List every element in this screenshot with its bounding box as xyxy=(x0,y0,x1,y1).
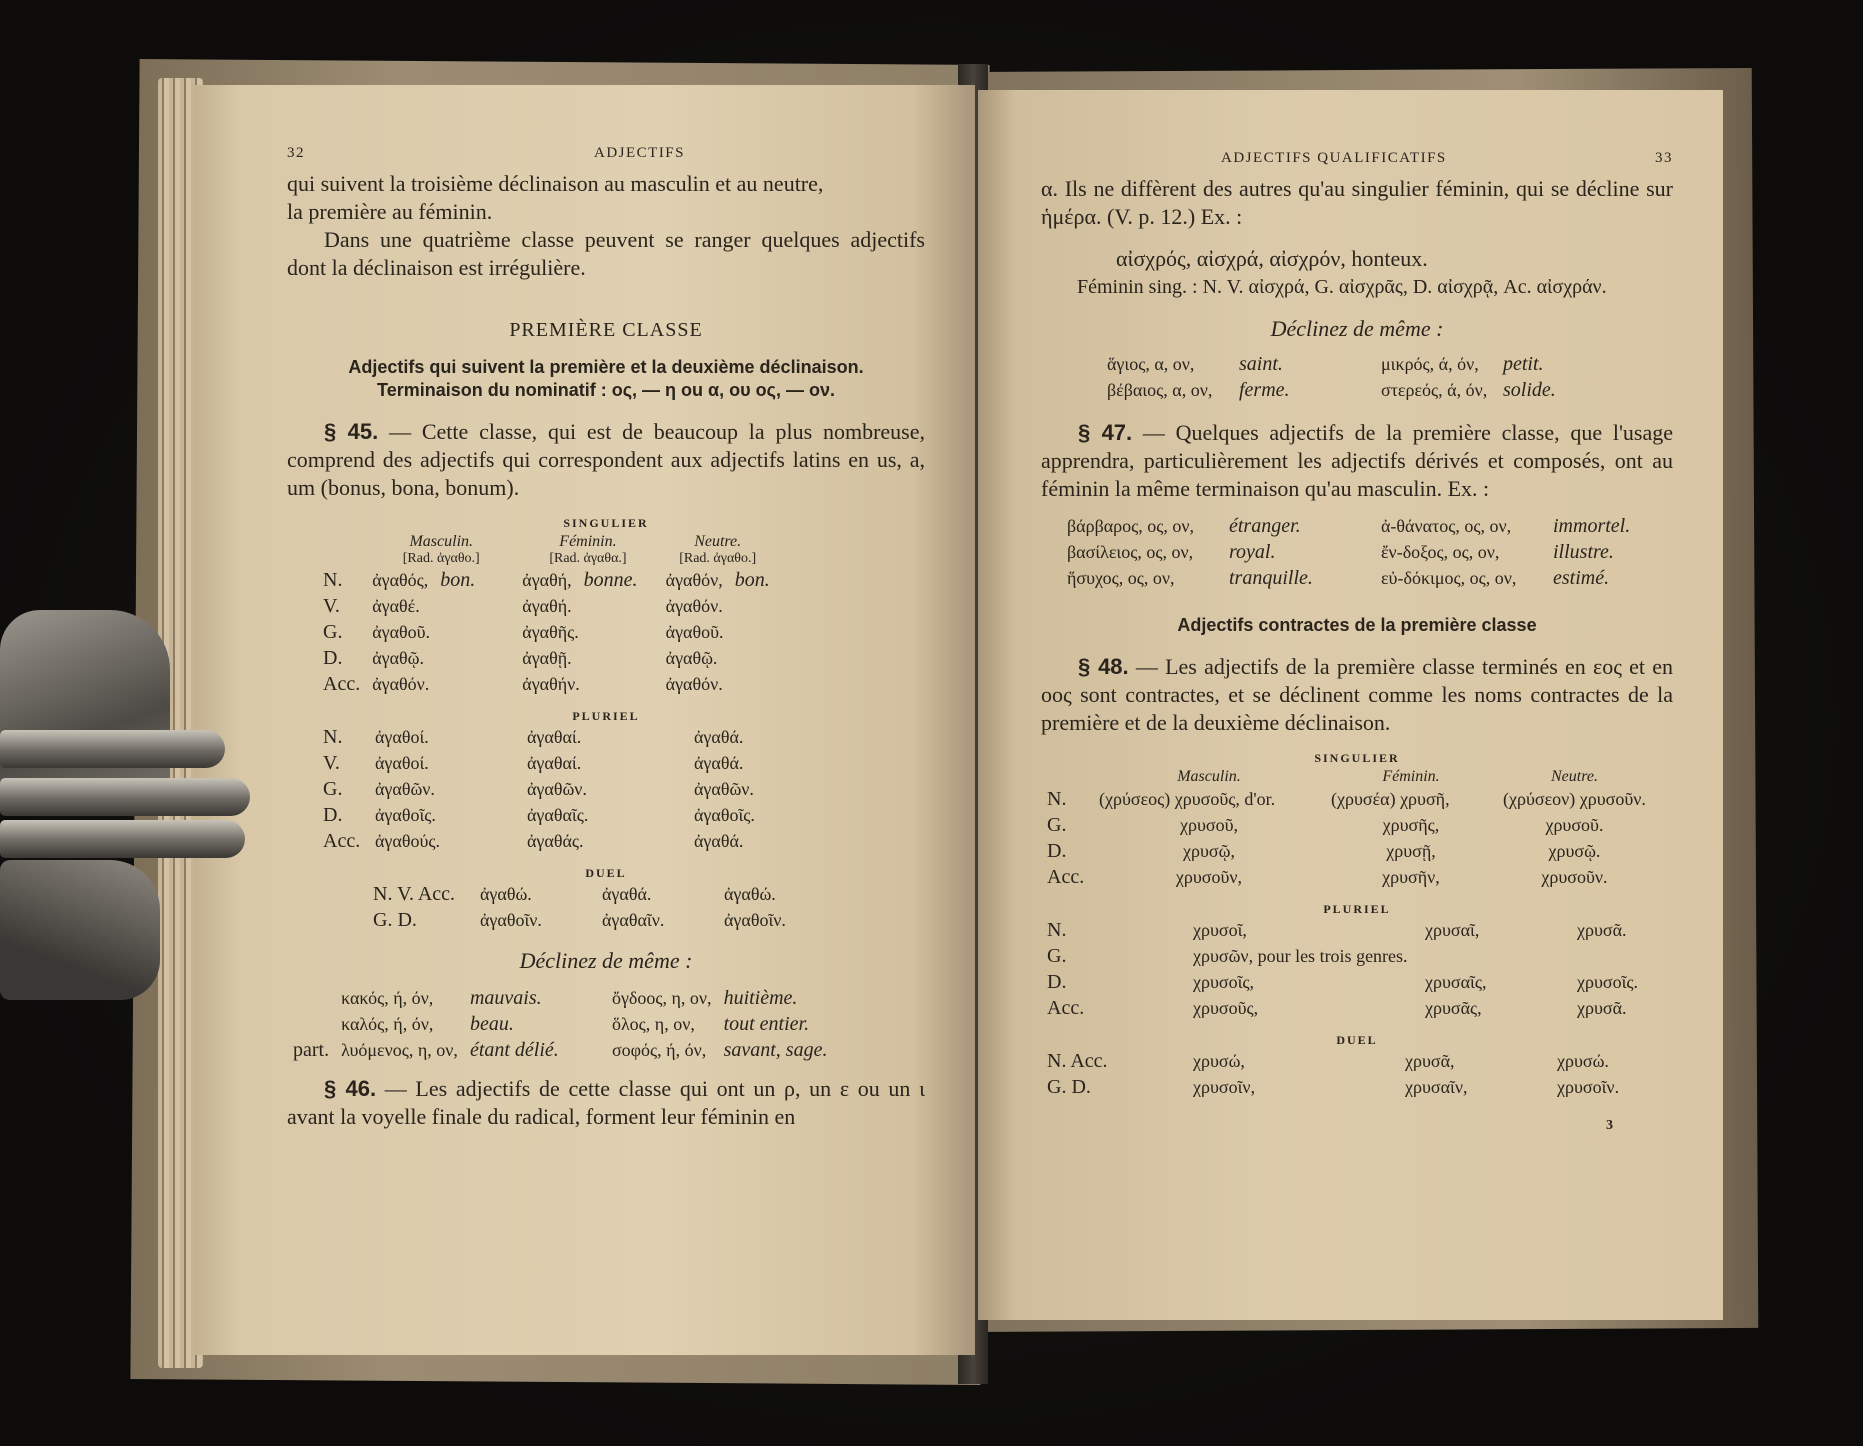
table-row xyxy=(317,828,761,854)
section-title: PREMIÈRE CLASSE xyxy=(509,319,703,341)
case-label: D. xyxy=(1047,971,1067,993)
table-row xyxy=(1101,377,1562,403)
page-number: 32 xyxy=(287,145,305,161)
declinez-heading: Déclinez de même : xyxy=(1270,316,1444,341)
form: ἀγαθοῖς. xyxy=(694,805,755,825)
left-running-head xyxy=(287,145,925,162)
case-label: V. xyxy=(323,752,340,774)
form: χρυσαῖν, xyxy=(1405,1077,1468,1097)
contract-title: Adjectifs contractes de la première classe xyxy=(1177,615,1537,635)
table-row xyxy=(287,985,833,1011)
singular-label: SINGULIER xyxy=(563,516,649,530)
table-row xyxy=(1041,1048,1625,1074)
form: ἀγαθοῖς. xyxy=(375,805,436,825)
table-row xyxy=(317,776,761,802)
form: χρυσώ, xyxy=(1193,1051,1245,1071)
paragraph-text: — Les adjectifs de la première classe terminés en εος et en οος sont contractes, et se déclinent comme les noms contractes de la première et de la deuxième déclinaison. xyxy=(1041,654,1673,735)
form: χρυσοῖς, xyxy=(1193,972,1255,992)
examples-table xyxy=(1101,351,1562,403)
form: ἀγαθόν. xyxy=(372,674,430,694)
form: χρυσῷ. xyxy=(1548,841,1601,861)
form: (χρυσέα) χρυσῆ, xyxy=(1331,789,1450,809)
form: ἀγαθά. xyxy=(694,727,744,747)
gloss: illustre. xyxy=(1553,541,1614,563)
form: χρυσοῦ, xyxy=(1180,815,1238,835)
paragraph-number: § 46. xyxy=(324,1076,377,1101)
radical: [Rad. ἀγαθο.] xyxy=(402,551,480,566)
form: χρυσοῦ. xyxy=(1545,815,1604,835)
table-row xyxy=(287,1011,833,1037)
contract-singular-table xyxy=(1041,768,1652,890)
gloss: royal. xyxy=(1229,541,1276,563)
table-row xyxy=(317,619,776,645)
form: ἀγαθούς. xyxy=(375,831,440,851)
paragraph-number: § 47. xyxy=(1078,420,1133,445)
table-row xyxy=(367,881,792,907)
form: ἀγαθόν. xyxy=(665,674,723,694)
declinez-heading: Déclinez de même : xyxy=(519,948,693,973)
gloss: saint. xyxy=(1239,353,1283,375)
form: ἀγαθῶν. xyxy=(375,779,435,799)
col-header: Neutre. xyxy=(1550,768,1598,785)
case-label: N. xyxy=(1047,788,1067,810)
example-line: αἰσχρός, αἰσχρά, αἰσχρόν, honteux. xyxy=(1116,246,1428,271)
form: καλός, ή, όν, xyxy=(341,1014,434,1034)
examples-table xyxy=(287,985,833,1063)
form: στερεός, ά, όν, xyxy=(1381,380,1488,400)
col-header: Masculin. xyxy=(1177,768,1241,785)
gloss: savant, sage. xyxy=(723,1039,828,1061)
form: ἀγαθαῖς. xyxy=(527,805,589,825)
form: χρυσώ. xyxy=(1557,1051,1609,1071)
form: χρυσοῖν. xyxy=(1557,1077,1620,1097)
plural-label: PLURIEL xyxy=(572,709,640,723)
case-label: G. xyxy=(323,621,343,643)
form: ἀγαθαί. xyxy=(527,753,582,773)
form: ἀγαθά. xyxy=(602,884,652,904)
form: χρυσοῖν, xyxy=(1193,1077,1256,1097)
table-row xyxy=(1041,1074,1625,1100)
form: ἅγιος, α, ον, xyxy=(1107,354,1195,374)
dual-table xyxy=(367,881,792,933)
table-row xyxy=(1041,786,1652,812)
form: ἀγαθάς. xyxy=(527,831,584,851)
table-row xyxy=(287,1037,833,1063)
form: χρυσᾶς, xyxy=(1425,998,1482,1018)
form: βέβαιος, α, ον, xyxy=(1107,380,1213,400)
gloss: étranger. xyxy=(1229,515,1301,537)
table-row xyxy=(1041,995,1644,1021)
paragraph-46 xyxy=(287,1075,925,1131)
plural-table xyxy=(317,724,761,854)
form: (χρύσεος) χρυσοῦς, d'or. xyxy=(1099,789,1276,809)
left-page xyxy=(195,85,975,1355)
gloss: bonne. xyxy=(583,569,638,591)
form: χρυσᾶ. xyxy=(1577,998,1627,1018)
gloss: petit. xyxy=(1503,353,1544,375)
gloss: tout entier. xyxy=(723,1013,810,1035)
case-label: Acc. xyxy=(323,673,361,695)
form: χρυσοῦν, xyxy=(1175,867,1243,887)
gloss: estimé. xyxy=(1553,567,1610,589)
form: ὄγδοος, η, ον, xyxy=(611,988,712,1008)
case-label: D. xyxy=(1047,840,1067,862)
paragraph-text: — Quelques adjectifs de la première classe, que l'usage apprendra, particulièrement les adjectifs dérivés et composés, ont au féminin la même terminaison qu'au masculin. Ex. : xyxy=(1041,420,1673,501)
signature-mark: 3 xyxy=(1606,1118,1613,1133)
paragraph-47 xyxy=(1041,419,1673,503)
form: (χρύσεον) χρυσοῦν. xyxy=(1503,789,1646,809)
gloss: immortel. xyxy=(1553,515,1631,537)
table-row xyxy=(1041,917,1644,943)
table-row xyxy=(1061,539,1636,565)
case-label: Acc. xyxy=(1047,866,1085,888)
radical: [Rad. ἀγαθα.] xyxy=(549,551,627,566)
right-page xyxy=(978,90,1723,1320)
case-label: N. xyxy=(323,726,343,748)
table-row xyxy=(1041,969,1644,995)
col-header: Neutre. xyxy=(694,533,742,550)
form: λυόμενος, η, ον, xyxy=(341,1040,458,1060)
form: ἀγαθή. xyxy=(522,596,572,616)
form: ἀγαθοῖν. xyxy=(480,910,542,930)
table-row xyxy=(1101,351,1562,377)
form: χρυσοῦν. xyxy=(1541,867,1608,887)
form: χρυσοῦς, xyxy=(1193,998,1259,1018)
form: ἀγαθώ. xyxy=(724,884,776,904)
right-running-head xyxy=(1041,150,1673,167)
form: ὅλος, η, ον, xyxy=(611,1014,695,1034)
table-row xyxy=(317,645,776,671)
form: ἀγαθόν. xyxy=(665,596,723,616)
col-header: Masculin. xyxy=(409,533,474,550)
table-row xyxy=(317,567,776,593)
prefix xyxy=(287,1011,335,1037)
gloss: étant délié. xyxy=(469,1039,559,1061)
singular-table xyxy=(317,533,776,697)
table-row xyxy=(317,671,776,697)
form: ἀγαθή, xyxy=(522,570,572,590)
col-header: Féminin. xyxy=(1382,768,1440,785)
form: χρυσῶν, pour les trois genres. xyxy=(1193,946,1408,966)
form: ἀγαθοί. xyxy=(375,727,429,747)
section-subtitle: Terminaison du nominatif : ος, — η ou α, ου ος, — ον. xyxy=(377,380,835,400)
case-label: G. xyxy=(1047,814,1067,836)
case-label: D. xyxy=(323,647,343,669)
form: βάρβαρος, ος, ον, xyxy=(1067,516,1195,536)
case-label: G. D. xyxy=(1047,1076,1091,1098)
plural-label: PLURIEL xyxy=(1323,902,1391,916)
table-row xyxy=(1061,513,1636,539)
singular-label: SINGULIER xyxy=(1314,751,1400,765)
form: χρυσοῖ, xyxy=(1193,920,1247,940)
gloss: bon. xyxy=(734,569,770,591)
form: χρυσᾶ, xyxy=(1405,1051,1455,1071)
metal-hand-bookmark xyxy=(0,610,260,1000)
form: μικρός, ά, όν, xyxy=(1381,354,1479,374)
form: ἀγαθῷ. xyxy=(372,648,424,668)
form: ἀγαθοῦ. xyxy=(665,622,724,642)
table-row xyxy=(367,907,792,933)
paragraph-number: § 45. xyxy=(324,419,379,444)
form: σοφός, ή, όν, xyxy=(611,1040,707,1060)
form: ἀγαθῆς. xyxy=(522,622,579,642)
form: ἀγαθήν. xyxy=(522,674,580,694)
form: χρυσῆς, xyxy=(1382,815,1440,835)
case-label: D. xyxy=(323,804,343,826)
prefix xyxy=(287,985,335,1011)
dual-label: DUEL xyxy=(585,866,627,880)
case-label: N. xyxy=(1047,919,1067,941)
paragraph-text: — Les adjectifs de cette classe qui ont un ρ, un ε ou un ι avant la voyelle finale du radical, forment leur féminin en xyxy=(287,1076,925,1129)
form: ἀγαθά. xyxy=(694,831,744,851)
gloss: solide. xyxy=(1503,379,1556,401)
form: ἀγαθοί. xyxy=(375,753,429,773)
form: χρυσῆν, xyxy=(1382,867,1440,887)
form: ἀγαθοῖν. xyxy=(724,910,786,930)
form: χρυσαῖ, xyxy=(1425,920,1480,940)
form: χρυσᾶ. xyxy=(1577,920,1627,940)
form: ἀγαθαί. xyxy=(527,727,582,747)
form: ἀγαθῶν. xyxy=(694,779,754,799)
table-row xyxy=(317,802,761,828)
case-label: G. xyxy=(1047,945,1067,967)
form: χρυσῷ, xyxy=(1183,841,1235,861)
page-number: 33 xyxy=(1655,150,1673,166)
feminin-line: Féminin sing. : N. V. αἰσχρά, G. αἰσχρᾶς, D. αἰσχρᾷ, Ac. αἰσχράν. xyxy=(1077,276,1607,298)
form: ἀγαθῶν. xyxy=(527,779,587,799)
paragraph-45 xyxy=(287,418,925,502)
running-head-title: ADJECTIFS QUALIFICATIFS xyxy=(1221,150,1447,166)
table-row xyxy=(317,593,776,619)
form: ἔν-δοξος, ος, ον, xyxy=(1381,542,1500,562)
table-row xyxy=(317,750,761,776)
running-head-title: ADJECTIFS xyxy=(593,145,685,161)
gloss: mauvais. xyxy=(469,987,542,1009)
intro-paragraph: Dans une quatrième classe peuvent se ranger quelques adjectifs dont la déclinaison est irrégulière. xyxy=(287,227,925,280)
paragraph-text: — Cette classe, qui est de beaucoup la plus nombreuse, comprend des adjectifs qui correspondent aux adjectifs latins en us, a, um (bonus, bona, bonum). xyxy=(287,419,925,500)
table-row xyxy=(1041,943,1644,969)
form: χρυσῇ, xyxy=(1386,841,1436,861)
paragraph-number: § 48. xyxy=(1078,654,1129,679)
form: εὐ-δόκιμος, ος, ον, xyxy=(1381,568,1517,588)
intro-line: la première au féminin. xyxy=(287,199,493,224)
table-row xyxy=(1061,565,1636,591)
gloss: tranquille. xyxy=(1229,567,1313,589)
gloss: beau. xyxy=(469,1013,514,1035)
form: κακός, ή, όν, xyxy=(341,988,434,1008)
form: χρυσοῖς. xyxy=(1577,972,1639,992)
col-header: Féminin. xyxy=(559,533,617,550)
prefix: part. xyxy=(293,1039,330,1061)
form: ἀγαθέ. xyxy=(372,596,420,616)
paragraph-48 xyxy=(1041,653,1673,737)
case-label: V. xyxy=(323,595,340,617)
table-row xyxy=(1041,864,1652,890)
case-label: N. V. Acc. xyxy=(373,883,456,905)
case-label: N. xyxy=(323,569,343,591)
form: ἥσυχος, ος, ον, xyxy=(1067,568,1175,588)
form: ἀγαθῷ. xyxy=(665,648,718,668)
section-subtitle: Adjectifs qui suivent la première et la deuxième déclinaison. xyxy=(348,357,864,377)
radical: [Rad. ἀγαθο.] xyxy=(679,551,757,566)
form: ἀγαθαῖν. xyxy=(602,910,665,930)
contract-plural-table xyxy=(1041,917,1644,1021)
intro-line: qui suivent la troisième déclinaison au masculin et au neutre, xyxy=(287,171,824,196)
case-label: G. D. xyxy=(373,909,417,931)
form: ἀγαθόν, xyxy=(665,570,723,590)
table-row xyxy=(317,724,761,750)
form: ἀγαθῇ. xyxy=(522,648,572,668)
gloss: huitième. xyxy=(723,987,798,1009)
case-label: G. xyxy=(323,778,343,800)
intro-paragraph: α. Ils ne diffèrent des autres qu'au singulier féminin, qui se décline sur ἡμέρα. (V. p. 12.) Ex. : xyxy=(1041,176,1673,229)
form: βασίλειος, ος, ον, xyxy=(1067,542,1194,562)
dual-label: DUEL xyxy=(1336,1033,1378,1047)
gloss: bon. xyxy=(440,569,476,591)
form: ἀγαθός, xyxy=(372,570,429,590)
case-label: Acc. xyxy=(1047,997,1085,1019)
examples-table xyxy=(1061,513,1636,591)
form: ἀγαθοῦ. xyxy=(372,622,431,642)
gloss: ferme. xyxy=(1239,379,1290,401)
table-row xyxy=(1041,812,1652,838)
form: ἀγαθώ. xyxy=(480,884,532,904)
form: ἀ-θάνατος, ος, ον, xyxy=(1381,516,1512,536)
form: χρυσαῖς, xyxy=(1425,972,1487,992)
table-row xyxy=(1041,838,1652,864)
contract-dual-table xyxy=(1041,1048,1625,1100)
case-label: Acc. xyxy=(323,830,361,852)
case-label: N. Acc. xyxy=(1047,1050,1108,1072)
form: ἀγαθά. xyxy=(694,753,744,773)
